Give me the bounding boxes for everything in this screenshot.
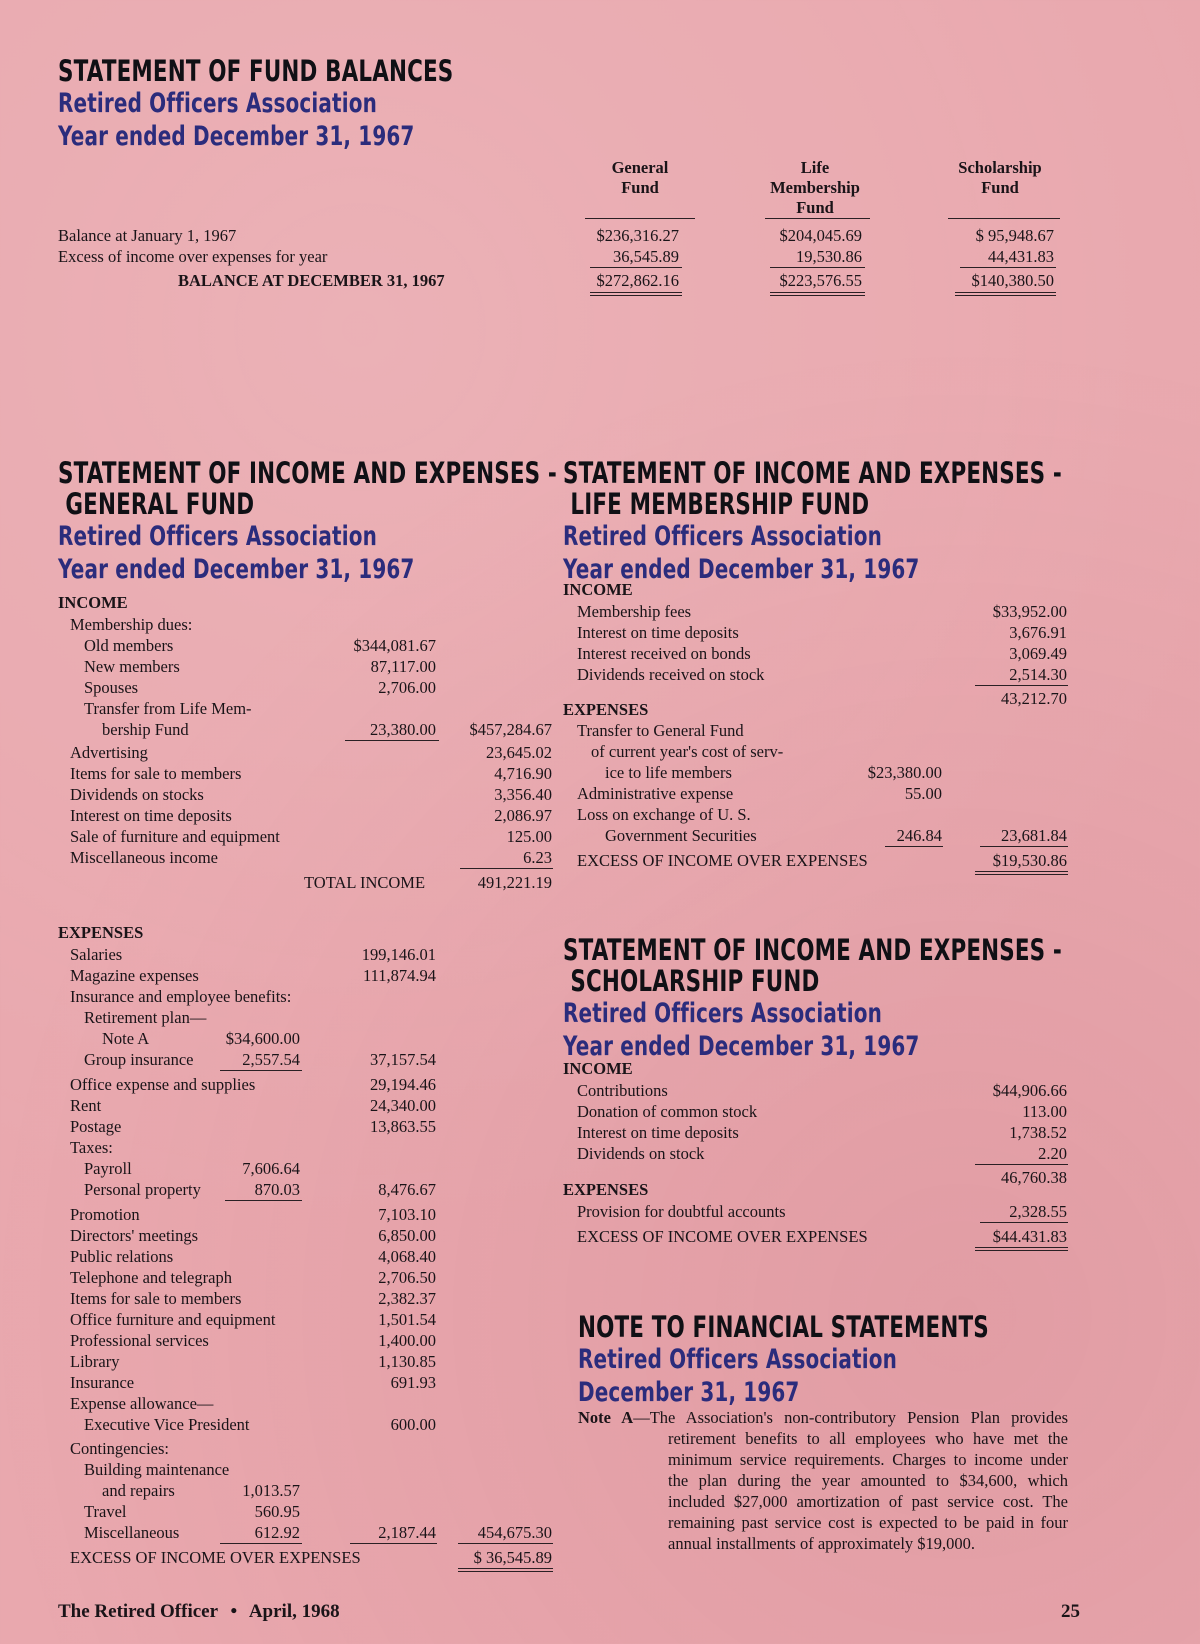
- page-number: 25: [1061, 1601, 1080, 1622]
- footer-bullet: •: [230, 1601, 238, 1622]
- total-income-value: 491,221.19: [477, 873, 552, 892]
- allowance-label-1: Expense allowance—: [70, 1394, 214, 1413]
- total-expenses-value: 454,675.30: [477, 1523, 552, 1542]
- income-item-label: Miscellaneous income: [70, 848, 219, 867]
- new-members-label: New members: [84, 657, 180, 676]
- issue-date: April, 1968: [248, 1601, 340, 1622]
- column-header-general: General Fund: [611, 158, 669, 197]
- excess-year-general: 36,545.89: [613, 247, 679, 266]
- general-fund-subtitle: GENERAL FUND: [65, 487, 255, 521]
- expense-item-label: Telephone and telegraph: [70, 1268, 232, 1287]
- note-a-label: Note A: [102, 1029, 150, 1048]
- insurance-benefits-total: 37,157.54: [370, 1050, 436, 1069]
- taxes-label: Taxes:: [70, 1138, 113, 1157]
- life-income-label: Interest received on bonds: [577, 644, 751, 663]
- life-loss-value: 246.84: [896, 826, 942, 845]
- scholarship-income-label: Donation of common stock: [577, 1102, 758, 1121]
- note-a-body: [578, 1407, 1068, 1554]
- excess-year-life: 19,530.86: [796, 247, 862, 266]
- expense-item-value: 1,400.00: [378, 1331, 436, 1350]
- expense-item-value: 7,103.10: [378, 1205, 436, 1224]
- magazine-value: 111,874.94: [362, 966, 436, 985]
- general-fund-org: Retired Officers Association: [58, 521, 377, 552]
- postage-value: 13,863.55: [370, 1117, 436, 1136]
- note-title: NOTE TO FINANCIAL STATEMENTS: [578, 1310, 989, 1344]
- life-transfer-label-1: Transfer to General Fund: [577, 721, 744, 740]
- scholarship-income-value: 113.00: [1022, 1102, 1067, 1121]
- column-header-life-membership: Life Membership Fund: [770, 158, 860, 217]
- income-item-label: Sale of furniture and equipment: [70, 827, 280, 846]
- postage-label: Postage: [70, 1117, 122, 1136]
- expense-item-label: Directors' meetings: [70, 1226, 199, 1245]
- balance-dec-general: $272,862.16: [596, 271, 679, 290]
- old-members-value: $344,081.67: [353, 636, 436, 655]
- note-a-value: $34,600.00: [225, 1029, 300, 1048]
- balance-jan-label: Balance at January 1, 1967: [58, 226, 237, 245]
- provision-value: 2,328.55: [1009, 1202, 1067, 1221]
- allowance-label-2: Executive Vice President: [84, 1415, 250, 1434]
- travel-label: Travel: [84, 1502, 127, 1521]
- total-income-label: TOTAL INCOME: [304, 873, 426, 892]
- expense-item-label: Library: [70, 1352, 120, 1371]
- general-excess-label: EXCESS OF INCOME OVER EXPENSES: [70, 1548, 361, 1567]
- group-insurance-label: Group insurance: [84, 1050, 194, 1069]
- dues-label: Membership dues:: [70, 615, 193, 634]
- note-org: Retired Officers Association: [578, 1344, 897, 1375]
- expense-item-label: Public relations: [70, 1247, 174, 1266]
- balance-jan-general: $236,316.27: [596, 226, 679, 245]
- expense-item-value: 4,068.40: [378, 1247, 436, 1266]
- general-income-heading: INCOME: [58, 593, 128, 612]
- contingencies-label: Contingencies:: [70, 1439, 169, 1458]
- life-income-label: Membership fees: [577, 602, 692, 621]
- group-insurance-value: 2,557.54: [242, 1050, 300, 1069]
- page-footer: [58, 1600, 340, 1624]
- scholarship-income-value: 2.20: [1038, 1144, 1067, 1163]
- life-income-label: Interest on time deposits: [577, 623, 739, 642]
- misc-expense-label: Miscellaneous: [84, 1523, 180, 1542]
- transfer-label-1: Transfer from Life Mem-: [84, 699, 252, 718]
- spouses-label: Spouses: [84, 678, 139, 697]
- life-income-label: Dividends received on stock: [577, 665, 765, 684]
- fund-balances-org: Retired Officers Association: [58, 88, 377, 119]
- transfer-label-2: bership Fund: [102, 720, 189, 739]
- scholarship-income-label: Interest on time deposits: [577, 1123, 739, 1142]
- balance-dec-scholarship: $140,380.50: [971, 271, 1054, 290]
- new-members-value: 87,117.00: [370, 657, 436, 676]
- life-fund-title: STATEMENT OF INCOME AND EXPENSES -: [563, 456, 1062, 490]
- expense-item-value: 2,382.37: [378, 1289, 436, 1308]
- income-item-value: 6.23: [523, 848, 552, 867]
- income-item-value: 3,356.40: [494, 785, 552, 804]
- life-transfer-label-2: of current year's cost of serv-: [591, 742, 784, 761]
- personal-property-label: Personal property: [84, 1180, 201, 1199]
- expense-item-label: Office furniture and equipment: [70, 1310, 276, 1329]
- transfer-value: 23,380.00: [370, 720, 436, 739]
- income-item-label: Dividends on stocks: [70, 785, 204, 804]
- old-members-label: Old members: [84, 636, 174, 655]
- life-income-value: 3,676.91: [1009, 623, 1067, 642]
- scholarship-fund-subtitle: SCHOLARSHIP FUND: [570, 964, 820, 998]
- publication-name: The Retired Officer: [58, 1601, 218, 1622]
- scholarship-income-label: Dividends on stock: [577, 1144, 705, 1163]
- fund-balances-title: STATEMENT OF FUND BALANCES: [58, 54, 454, 88]
- scholarship-excess-label: EXCESS OF INCOME OVER EXPENSES: [577, 1227, 868, 1246]
- misc-expense-value: 612.92: [254, 1523, 300, 1542]
- general-fund-title: STATEMENT OF INCOME AND EXPENSES -: [58, 456, 557, 490]
- repairs-label: and repairs: [102, 1481, 175, 1500]
- life-income-total: 43,212.70: [1001, 689, 1067, 708]
- rent-label: Rent: [70, 1096, 102, 1115]
- life-transfer-label-3: ice to life members: [605, 763, 732, 782]
- building-maintenance-label: Building maintenance: [84, 1460, 230, 1479]
- fund-balances-period: Year ended December 31, 1967: [58, 121, 415, 152]
- excess-year-label: Excess of income over expenses for year: [58, 247, 328, 266]
- income-item-label: Advertising: [70, 743, 148, 762]
- expense-item-value: 6,850.00: [378, 1226, 436, 1245]
- scholarship-income-value: 1,738.52: [1009, 1123, 1067, 1142]
- note-a-text: —The Association's non-contributory Pension Plan provides retirement benefits to all employees who have met the minimum service requirements. Charges to income under the plan during the year amounted to $34,600, which included $27,000 amortization of past service cost. The remaining past service cost is expected to be paid in four annual installments of approximately $19,000.: [633, 1408, 1068, 1553]
- column-header-scholarship: Scholarship Fund: [958, 158, 1042, 197]
- life-admin-label: Administrative expense: [577, 784, 734, 803]
- payroll-label: Payroll: [84, 1159, 132, 1178]
- income-item-label: Interest on time deposits: [70, 806, 232, 825]
- life-fund-period: Year ended December 31, 1967: [563, 554, 920, 585]
- scholarship-income-value: $44,906.66: [992, 1081, 1067, 1100]
- scholarship-income-total: 46,760.38: [1001, 1168, 1067, 1187]
- excess-year-scholarship: 44,431.83: [988, 247, 1054, 266]
- life-transfer-value: $23,380.00: [867, 763, 942, 782]
- rent-value: 24,340.00: [370, 1096, 436, 1115]
- spouses-value: 2,706.00: [378, 678, 436, 697]
- income-item-value: 2,086.97: [494, 806, 552, 825]
- scholarship-fund-title: STATEMENT OF INCOME AND EXPENSES -: [563, 933, 1062, 967]
- life-loss-label-2: Government Securities: [605, 826, 757, 845]
- general-excess-value: $ 36,545.89: [473, 1548, 552, 1567]
- expense-item-label: Promotion: [70, 1205, 140, 1224]
- scholarship-fund-period: Year ended December 31, 1967: [563, 1031, 920, 1062]
- life-income-value: $33,952.00: [992, 602, 1067, 621]
- note-a-label: Note A: [578, 1408, 634, 1427]
- life-fund-subtitle: LIFE MEMBERSHIP FUND: [570, 487, 870, 521]
- income-item-label: Items for sale to members: [70, 764, 242, 783]
- expense-item-value: 1,130.85: [378, 1352, 436, 1371]
- taxes-total: 8,476.67: [378, 1180, 436, 1199]
- life-excess-value: $19,530.86: [992, 851, 1067, 870]
- life-expenses-heading: EXPENSES: [563, 700, 649, 719]
- office-expense-label: Office expense and supplies: [70, 1075, 256, 1094]
- scholarship-expenses-heading: EXPENSES: [563, 1180, 649, 1199]
- expense-item-value: 2,706.50: [378, 1268, 436, 1287]
- life-fund-org: Retired Officers Association: [563, 521, 882, 552]
- life-loss-label-1: Loss on exchange of U. S.: [577, 805, 751, 824]
- life-income-value: 2,514.30: [1009, 665, 1067, 684]
- dues-total: $457,284.67: [469, 720, 552, 739]
- scholarship-income-heading: INCOME: [563, 1059, 633, 1078]
- income-item-value: 23,645.02: [486, 743, 552, 762]
- balance-dec-life: $223,576.55: [779, 271, 862, 290]
- contingencies-total: 2,187.44: [378, 1523, 436, 1542]
- life-expenses-total: 23,681.84: [1001, 826, 1067, 845]
- balance-dec-label: BALANCE AT DECEMBER 31, 1967: [178, 271, 445, 290]
- repairs-value: 1,013.57: [242, 1481, 300, 1500]
- insurance-benefits-label: Insurance and employee benefits:: [70, 987, 292, 1006]
- life-income-heading: INCOME: [563, 580, 633, 599]
- scholarship-income-label: Contributions: [577, 1081, 668, 1100]
- salaries-value: 199,146.01: [361, 945, 436, 964]
- life-excess-label: EXCESS OF INCOME OVER EXPENSES: [577, 851, 868, 870]
- income-item-value: 125.00: [506, 827, 552, 846]
- retirement-plan-label: Retirement plan—: [84, 1008, 207, 1027]
- travel-value: 560.95: [254, 1502, 300, 1521]
- general-expenses-heading: EXPENSES: [58, 923, 144, 942]
- life-income-value: 3,069.49: [1009, 644, 1067, 663]
- office-expense-value: 29,194.46: [370, 1075, 436, 1094]
- expense-item-label: Professional services: [70, 1331, 209, 1350]
- magazine-label: Magazine expenses: [70, 966, 199, 985]
- note-date: December 31, 1967: [578, 1377, 800, 1408]
- scholarship-excess-value: $44.431.83: [992, 1227, 1067, 1246]
- income-item-value: 4,716.90: [494, 764, 552, 783]
- provision-label: Provision for doubtful accounts: [577, 1202, 786, 1221]
- scholarship-fund-org: Retired Officers Association: [563, 998, 882, 1029]
- balance-jan-life: $204,045.69: [779, 226, 862, 245]
- payroll-value: 7,606.64: [242, 1159, 300, 1178]
- life-admin-value: 55.00: [904, 784, 942, 803]
- salaries-label: Salaries: [70, 945, 123, 964]
- personal-property-value: 870.03: [254, 1180, 300, 1199]
- balance-jan-scholarship: $ 95,948.67: [975, 226, 1054, 245]
- expense-item-label: Items for sale to members: [70, 1289, 242, 1308]
- allowance-value: 600.00: [390, 1415, 436, 1434]
- general-fund-period: Year ended December 31, 1967: [58, 554, 415, 585]
- expense-item-value: 1,501.54: [378, 1310, 436, 1329]
- expense-item-label: Insurance: [70, 1373, 135, 1392]
- expense-item-value: 691.93: [390, 1373, 436, 1392]
